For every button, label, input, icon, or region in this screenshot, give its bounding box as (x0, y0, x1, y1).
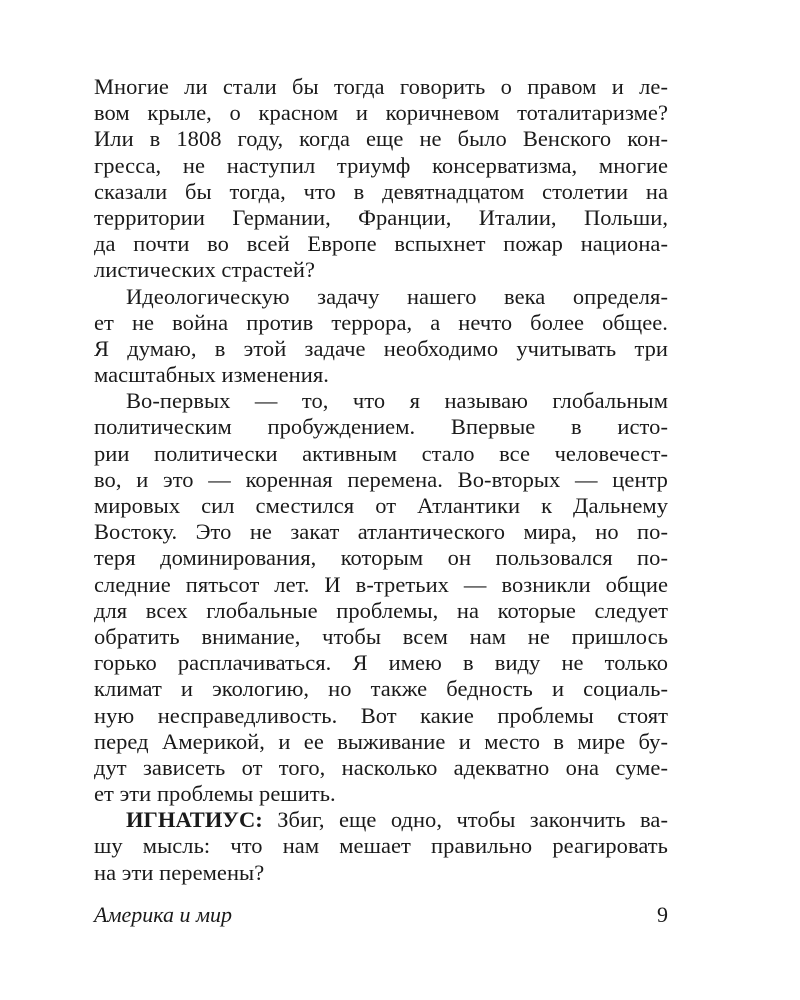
text-line: для всех глобальные проблемы, на которые следует (94, 597, 668, 623)
text-line: следние пятьсот лет. И в-третьих — возникли общие (94, 571, 668, 597)
text-line: вом крыле, о красном и коричневом тоталитаризме? (94, 100, 668, 126)
text-line: шу мысль: что нам мешает правильно реагировать (94, 833, 668, 859)
text-line: гресса, не наступил триумф консерватизма, многие (94, 152, 668, 178)
page-footer (94, 900, 668, 930)
text-line: Во-первых — то, что я называю глобальным (126, 388, 668, 414)
text-line: мировых сил сместился от Атлантики к Дальнему (94, 493, 668, 518)
text-line: на эти перемены? (94, 859, 265, 885)
text-line: Или в 1808 году, когда еще не было Венского кон- (94, 126, 668, 152)
text-line: Идеологическую задачу нашего века определя- (126, 283, 668, 309)
text-line: ет не война против террора, а нечто более общее. (94, 309, 668, 335)
question-line (94, 807, 668, 833)
text-line: ную несправедливость. Вот какие проблемы стоят (94, 702, 668, 728)
text-line: обратить внимание, чтобы всем нам не пришлось (94, 623, 668, 649)
running-title: Америка и мир (94, 902, 233, 927)
text-line: во, и это — коренная перемена. Во-вторых — центр (94, 466, 668, 492)
question-text: Збиг, еще одно, чтобы закончить ва- (262, 807, 668, 833)
text-line: Многие ли стали бы тогда говорить о правом и ле- (94, 74, 668, 99)
text-line: листических страстей? (94, 257, 316, 283)
text-line: климат и экологию, но также бедность и социаль- (94, 676, 668, 702)
text-line: горько расплачиваться. Я имею в виду не только (94, 650, 668, 676)
text-line: теря доминирования, которым он пользовался по- (94, 545, 668, 571)
text-line: территории Германии, Франции, Италии, Польши, (94, 204, 668, 230)
page-number: 9 (657, 902, 668, 927)
text-line: да почти во всей Европе вспыхнет пожар национа- (94, 231, 668, 257)
text-line: ет эти проблемы решить. (94, 781, 336, 807)
text-line: перед Америкой, и ее выживание и место в мире бу- (94, 728, 668, 754)
text-line: политическим пробуждением. Впервые в исто- (94, 414, 668, 440)
body-text (94, 74, 668, 886)
text-line: дут зависеть от того, насколько адекватно она суме- (94, 754, 668, 780)
text-line: масштабных изменения. (94, 362, 329, 388)
text-line: Я думаю, в этой задаче необходимо учитывать три (94, 335, 668, 361)
text-line: рии политически активным стало все человечест- (94, 440, 668, 466)
speaker-label: ИГНАТИУС: (126, 807, 263, 833)
text-line: Востоку. Это не закат атлантического мира, но по- (94, 519, 668, 545)
text-line: сказали бы тогда, что в девятнадцатом столетии на (94, 178, 668, 204)
